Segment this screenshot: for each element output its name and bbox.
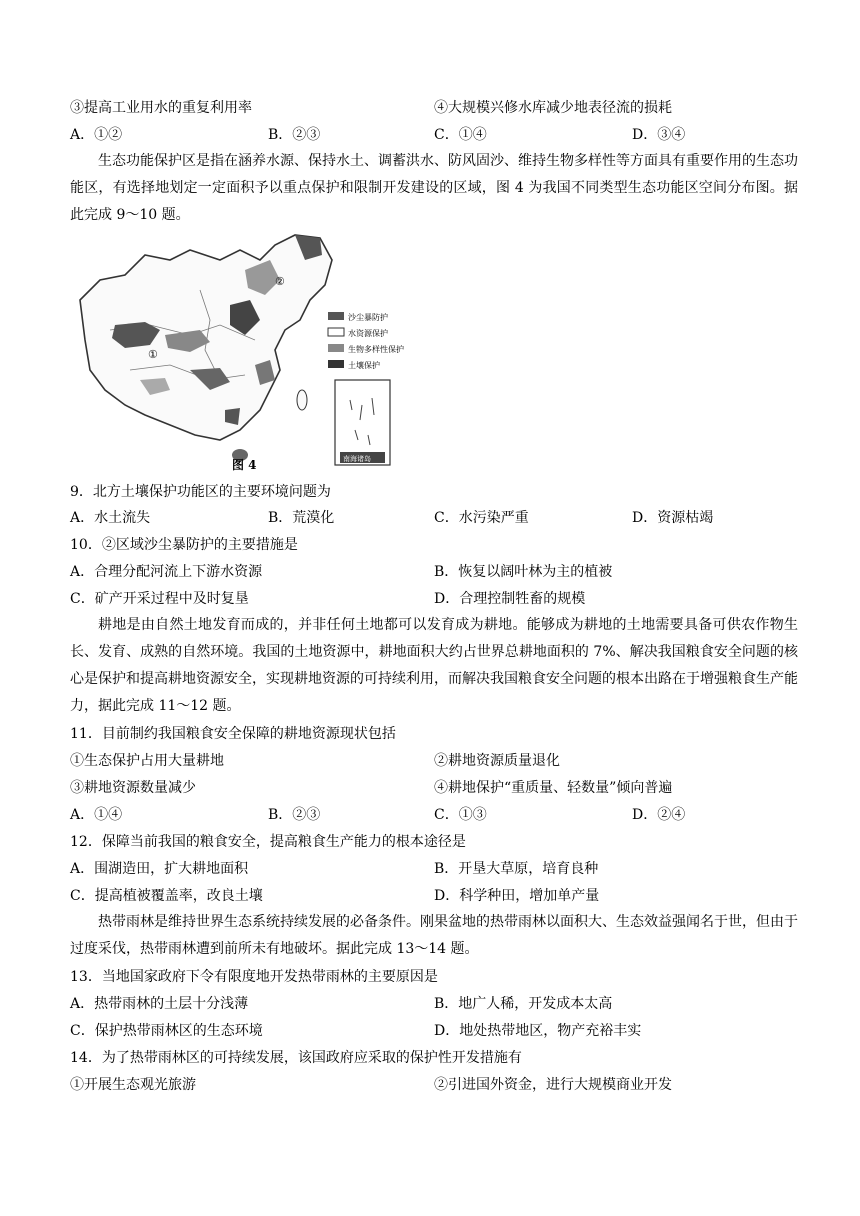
answer-choice: B．地广人稀，开发成本太高 bbox=[434, 996, 613, 1012]
intro-paragraph: 生态功能保护区是指在涵养水源、保持水土、调蓄洪水、防风固沙、维持生物多样性等方面具有重要作用的生态功能区，有选择地划定一定面积予以重点保护和限制开发建设的区域，图 4 为我国不同类型生态功能区空间分布图。据此完成 9～10 题。 bbox=[70, 153, 798, 223]
zone-dark bbox=[225, 408, 240, 425]
intro-paragraph: 耕地是由自然土地发育而成的，并非任何土地都可以发育成为耕地。能够成为耕地的土地需要具备可供农作物生长、发育、成熟的自然环境。我国的土地资源中，耕地面积大约占世界总耕地面积的 7%、解决我国粮食安全问题的核心是保护和提高耕地资源安全，实现耕地资源的可持续利用，而解决我国粮食安全问题的根本出路在于增强粮食生产能力，据此完成 11～12 题。 bbox=[70, 617, 798, 714]
answer-choice: A．①② bbox=[70, 127, 123, 143]
question-stem: 14．为了热带雨林区的可持续发展，该国政府应采取的保护性开发措施有 bbox=[70, 1050, 522, 1066]
question-stem: 12．保障当前我国的粮食安全，提高粮食生产能力的根本途径是 bbox=[70, 834, 466, 850]
legend-item: 生物多样性保护 bbox=[348, 345, 404, 354]
answer-choice: A．围湖造田，扩大耕地面积 bbox=[70, 861, 249, 877]
question-stem: 10．②区域沙尘暴防护的主要措施是 bbox=[70, 537, 298, 553]
answer-choice: D．②④ bbox=[632, 807, 686, 823]
statement: ①生态保护占用大量耕地 bbox=[70, 753, 224, 769]
eco-zone-map bbox=[70, 230, 430, 470]
map-label-1: ① bbox=[148, 348, 158, 361]
answer-choice: C．矿产开采过程中及时复垦 bbox=[70, 591, 249, 607]
answer-choice: A．水土流失 bbox=[70, 510, 151, 526]
south-china-sea-inset bbox=[335, 380, 390, 465]
answer-choice: A．①④ bbox=[70, 807, 123, 823]
answer-choice: A．热带雨林的土层十分浅薄 bbox=[70, 996, 249, 1012]
figure-caption: 图 4 bbox=[232, 458, 257, 472]
answer-choice: A．合理分配河流上下游水资源 bbox=[70, 564, 263, 580]
intro-paragraph: 热带雨林是维持世界生态系统持续发展的必备条件。刚果盆地的热带雨林以面积大、生态效益强闻名于世，但由于过度采伐，热带雨林遭到前所未有地破坏。据此完成 13～14 题。 bbox=[70, 914, 798, 957]
answer-choice: C．保护热带雨林区的生态环境 bbox=[70, 1023, 263, 1039]
legend-item: 水资源保护 bbox=[348, 329, 388, 338]
answer-choice: B．恢复以阔叶林为主的植被 bbox=[434, 564, 613, 580]
question-stem: 13．当地国家政府下令有限度地开发热带雨林的主要原因是 bbox=[70, 969, 438, 985]
answer-choice: D．③④ bbox=[632, 127, 686, 143]
statement: ③耕地资源数量减少 bbox=[70, 780, 196, 796]
answer-choice: C．①③ bbox=[434, 807, 487, 823]
option-text: ④大规模兴修水库减少地表径流的损耗 bbox=[434, 100, 672, 116]
answer-choice: B．荒漠化 bbox=[268, 510, 335, 526]
map-legend bbox=[328, 312, 404, 370]
answer-choice: D．合理控制牲畜的规模 bbox=[434, 591, 586, 607]
legend-item: 沙尘暴防护 bbox=[348, 313, 388, 322]
legend-item: 土壤保护 bbox=[348, 361, 380, 370]
answer-choice: D．资源枯竭 bbox=[632, 510, 714, 526]
question-stem: 9．北方土壤保护功能区的主要环境问题为 bbox=[70, 484, 331, 500]
statement: ②耕地资源质量退化 bbox=[434, 753, 560, 769]
answer-choice: B．开垦大草原，培育良种 bbox=[434, 861, 599, 877]
answer-choice: C．水污染严重 bbox=[434, 510, 529, 526]
statement: ②引进国外资金，进行大规模商业开发 bbox=[434, 1077, 672, 1093]
answer-choice: C．提高植被覆盖率，改良土壤 bbox=[70, 888, 263, 904]
answer-choice: B．②③ bbox=[268, 807, 321, 823]
taiwan-island bbox=[297, 390, 307, 410]
map-label-2: ② bbox=[275, 275, 285, 288]
answer-choice: D．地处热带地区，物产充裕丰实 bbox=[434, 1023, 642, 1039]
statement: ①开展生态观光旅游 bbox=[70, 1077, 196, 1093]
option-text: ③提高工业用水的重复利用率 bbox=[70, 100, 252, 116]
statement: ④耕地保护“重质量、轻数量”倾向普遍 bbox=[434, 780, 673, 796]
question-stem: 11．目前制约我国粮食安全保障的耕地资源现状包括 bbox=[70, 726, 396, 742]
answer-choice: C．①④ bbox=[434, 127, 487, 143]
answer-choice: B．②③ bbox=[268, 127, 321, 143]
inset-label: 南海诸岛 bbox=[343, 455, 371, 463]
answer-choice: D．科学种田，增加单产量 bbox=[434, 888, 600, 904]
